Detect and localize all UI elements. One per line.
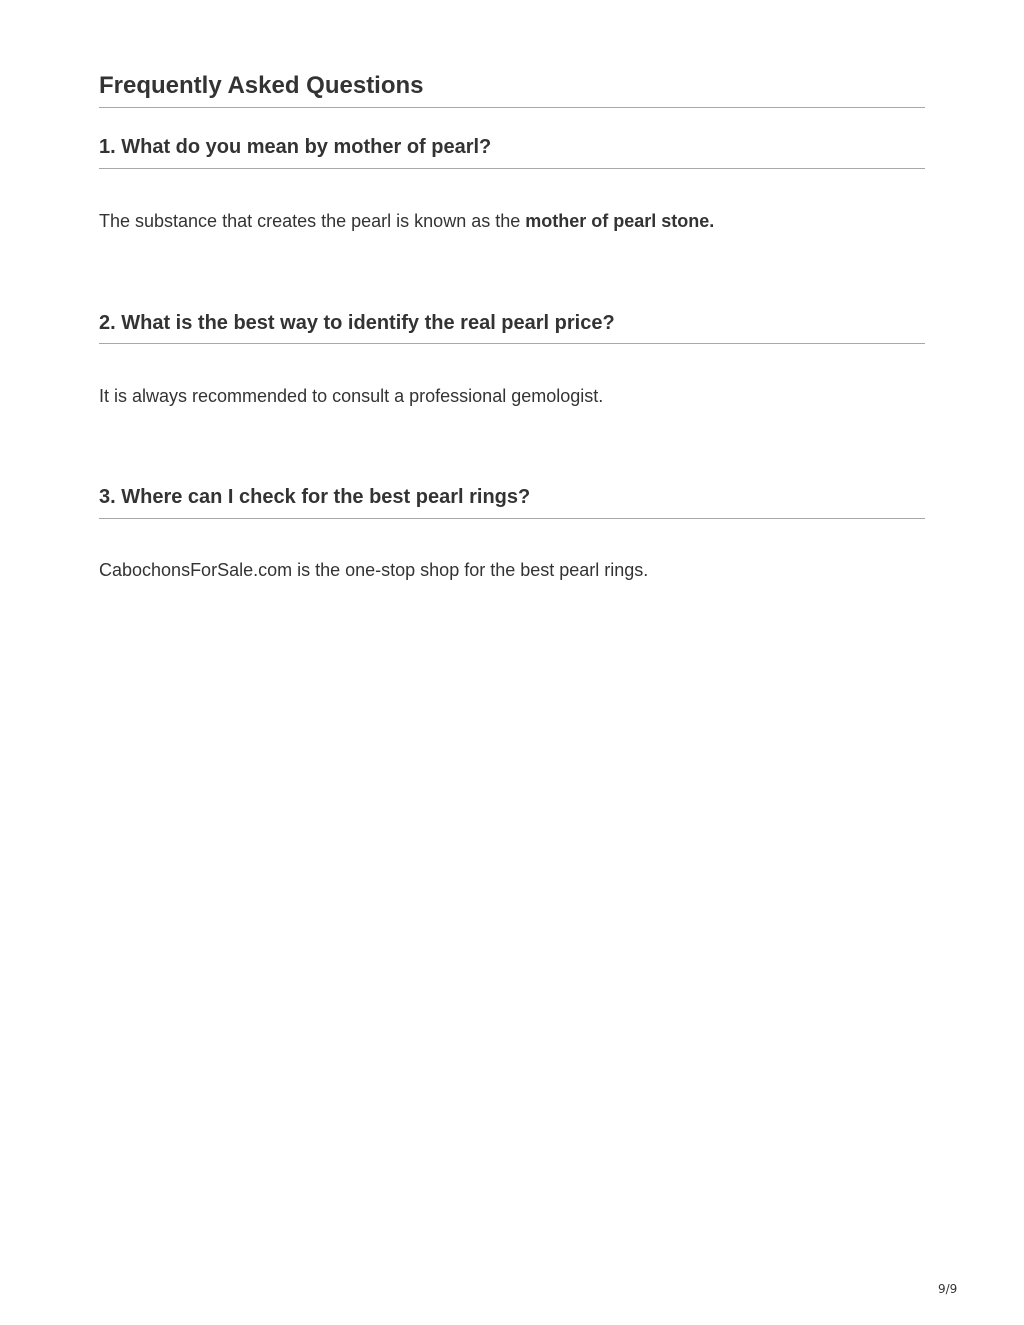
faq-answer-3: CabochonsForSale.com is the one-stop shop for the best pearl rings.: [99, 560, 649, 580]
page-number: 9/9: [938, 1282, 958, 1296]
heading-divider: [99, 107, 925, 108]
faq-question-1: 1. What do you mean by mother of pearl?: [99, 136, 492, 158]
question-divider-3: [99, 518, 925, 519]
faq-question-3: 3. Where can I check for the best pearl rings?: [99, 486, 531, 508]
faq-answer-1-emphasis: mother of pearl stone.: [525, 211, 715, 231]
question-divider-2: [99, 343, 925, 344]
faq-answer-2: It is always recommended to consult a professional gemologist.: [99, 386, 604, 406]
faq-heading: Frequently Asked Questions: [99, 72, 424, 99]
faq-answer-1: [99, 209, 714, 233]
faq-answer-1-text: The substance that creates the pearl is known as the: [99, 211, 526, 231]
faq-question-2: 2. What is the best way to identify the real pearl price?: [99, 312, 615, 334]
question-divider-1: [99, 168, 925, 169]
